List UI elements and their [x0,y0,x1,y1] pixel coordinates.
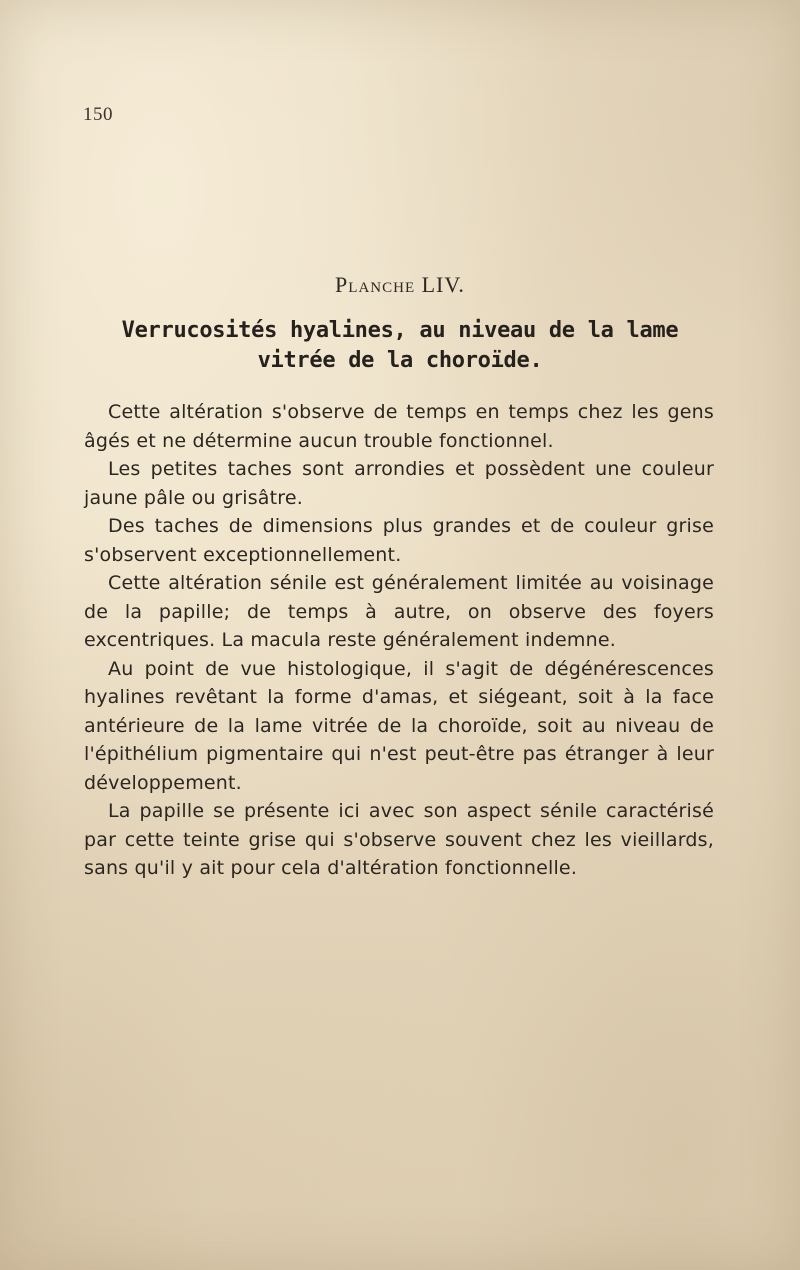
paragraph: Cette altération s'observe de temps en temps chez les gens âgés et ne détermine aucun trouble fonctionnel. [84,401,714,452]
paragraph: Les petites taches sont arrondies et possèdent une couleur jaune pâle ou grisâtre. [84,458,714,509]
page-number: 150 [83,104,113,125]
paragraph: Au point de vue histologique, il s'agit de dégénérescences hyalines revêtant la forme d'amas, et siégeant, soit à la face antérieure de la lame vitrée de la choroïde, soit au niveau de l'épithélium pigmentaire qui n'est peut-être pas étranger à leur développement. [84,657,714,794]
body-text [84,398,714,883]
paragraph: Cette altération sénile est généralement limitée au voisinage de la papille; de temps à autre, on observe des foyers excentriques. La macula reste généralement indemne. [84,572,714,651]
plate-title: Planche LIV. [335,272,465,297]
paragraph: La papille se présente ici avec son aspect sénile caractérisé par cette teinte grise qui s'observe souvent chez les vieillards, sans qu'il y ait pour cela d'altération fonctionnelle. [84,800,714,879]
paragraph: Des taches de dimensions plus grandes et de couleur grise s'observent exceptionnellement. [84,515,714,566]
plate-subject-heading: Verrucosités hyalines, au niveau de la lame vitrée de la choroïde. [121,318,679,373]
